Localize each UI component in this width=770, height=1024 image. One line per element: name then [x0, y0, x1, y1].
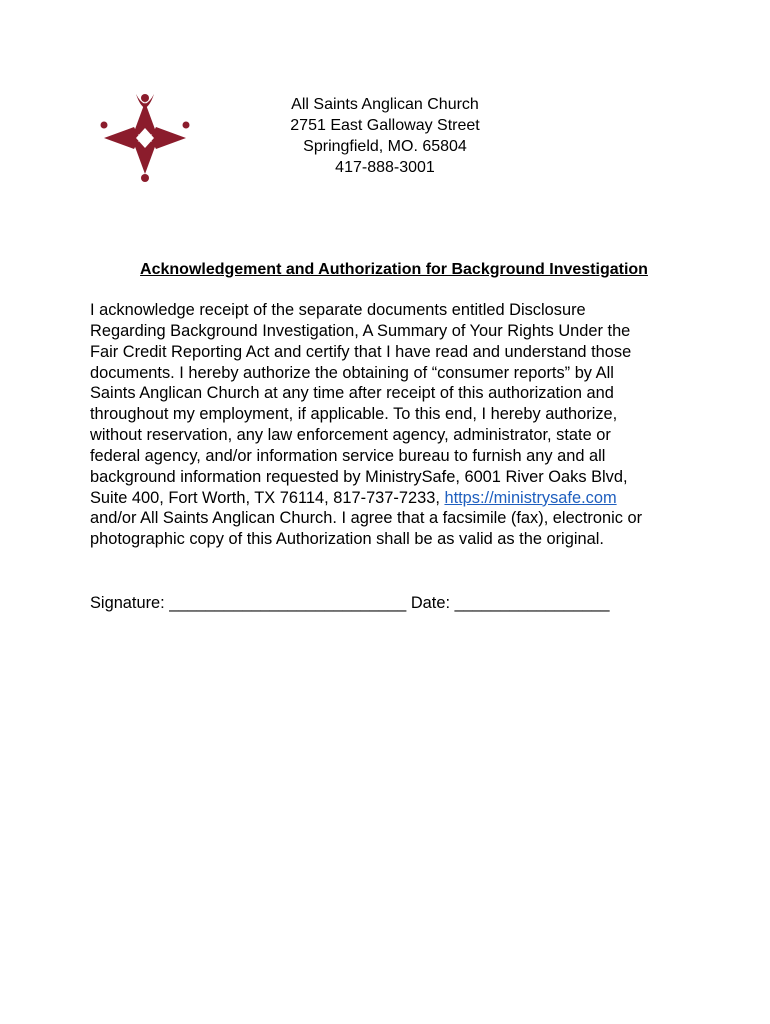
church-address-block	[200, 94, 570, 178]
body-line: federal agency, and/or information service bureau to furnish any and all	[90, 446, 606, 465]
body-line-prefix: Suite 400, Fort Worth, TX 76114, 817-737-7233,	[90, 488, 445, 507]
church-logo	[100, 92, 190, 184]
body-line: without reservation, any law enforcement agency, administrator, state or	[90, 426, 611, 445]
authorization-body	[90, 300, 710, 550]
church-name: All Saints Anglican Church	[291, 96, 479, 113]
church-phone: 417-888-3001	[335, 159, 435, 176]
body-line-with-link	[90, 488, 710, 509]
body-line: throughout my employment, if applicable. To this end, I hereby authorize,	[90, 405, 618, 424]
body-line: documents. I hereby authorize the obtaining of “consumer reports” by All	[90, 363, 614, 382]
body-line: and/or All Saints Anglican Church. I agree that a facsimile (fax), electronic or	[90, 509, 643, 528]
body-line: Saints Anglican Church at any time after receipt of this authorization and	[90, 384, 614, 403]
document-title: Acknowledgement and Authorization for Background Investigation	[140, 261, 648, 278]
signature-date-line: Signature: __________________________ Date: _________________	[90, 594, 610, 612]
ministrysafe-link[interactable]: https://ministrysafe.com	[444, 488, 617, 507]
body-line: I acknowledge receipt of the separate documents entitled Disclosure	[90, 301, 586, 319]
church-city-state-zip: Springfield, MO. 65804	[303, 138, 467, 155]
body-line: photographic copy of this Authorization shall be as valid as the original.	[90, 530, 604, 549]
body-line: Fair Credit Reporting Act and certify that I have read and understand those	[90, 342, 632, 361]
body-line: Regarding Background Investigation, A Summary of Your Rights Under the	[90, 321, 631, 340]
body-line: background information requested by MinistrySafe, 6001 River Oaks Blvd,	[90, 467, 628, 486]
church-street: 2751 East Galloway Street	[290, 117, 480, 134]
